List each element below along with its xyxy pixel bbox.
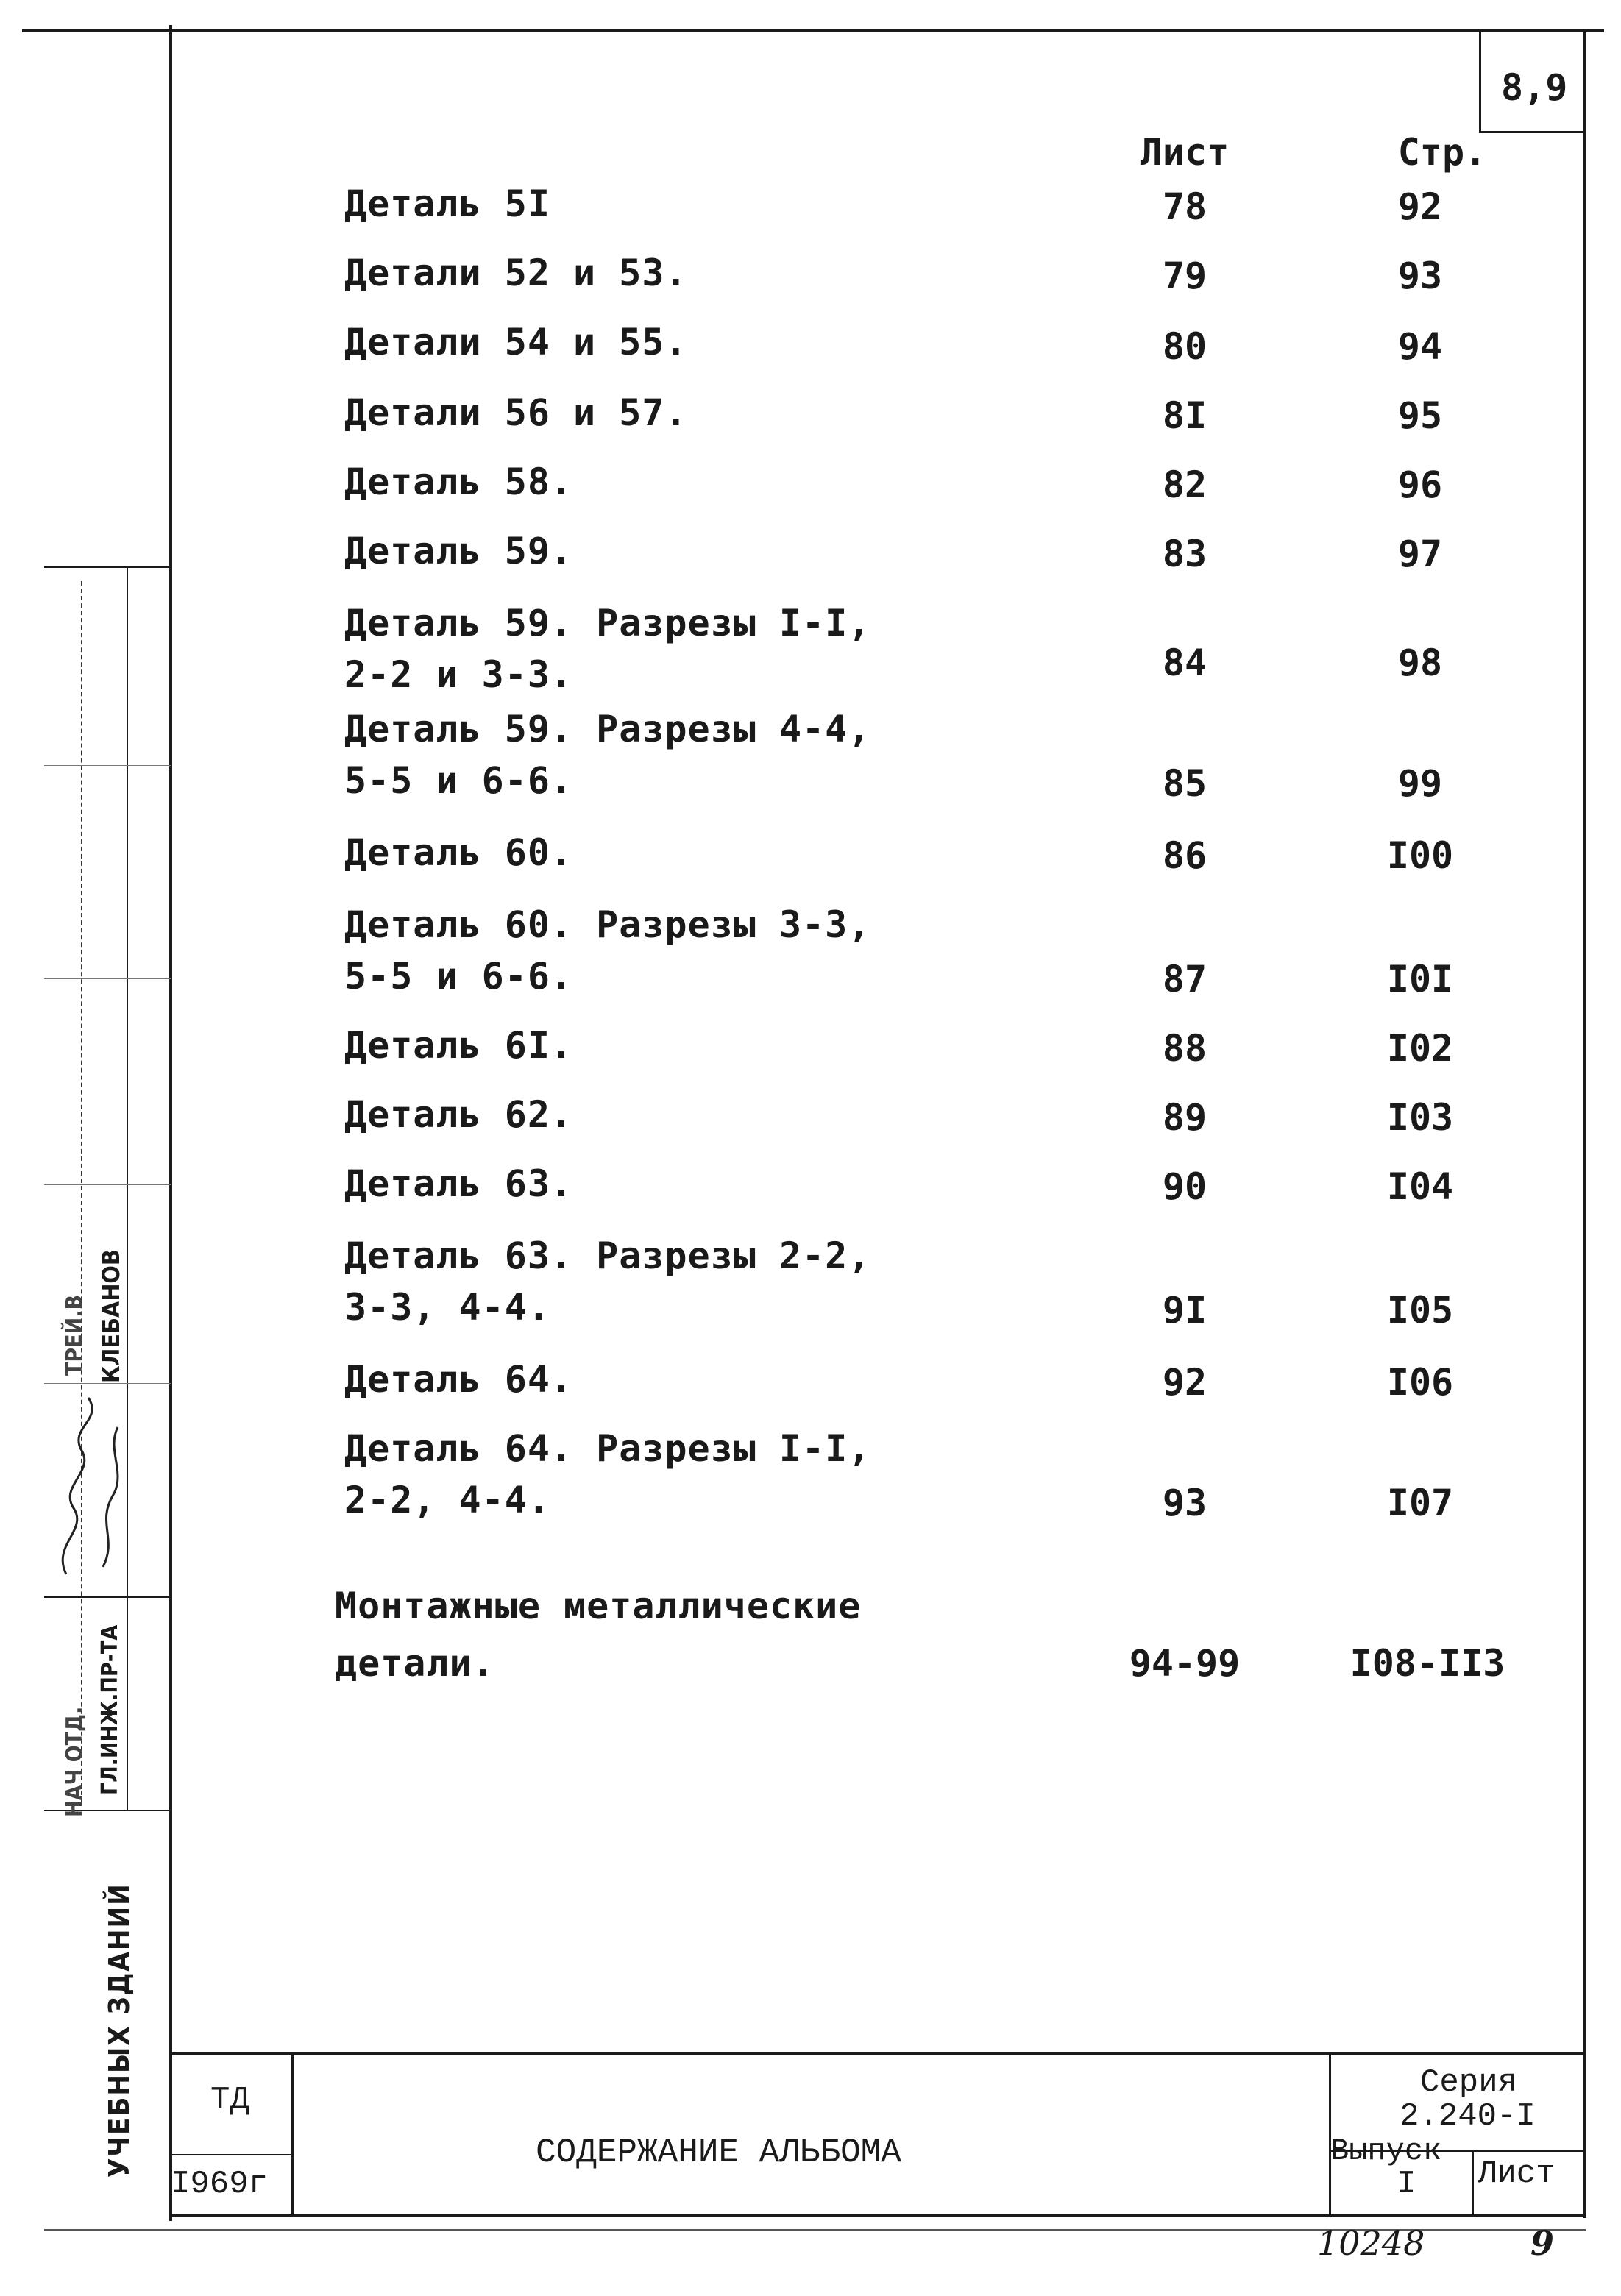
entry-sheet: 86: [1162, 834, 1207, 877]
entry-title: Детали 54 и 55.: [344, 321, 688, 363]
stamp-name-2: КЛЕБАНОВ: [97, 1249, 125, 1383]
stamp-role-chief-engineer: ГЛ.ИНЖ.ПР-ТА: [97, 1624, 123, 1795]
entry-title-continued: 3-3, 4-4.: [344, 1286, 550, 1329]
entry-page: 98: [1397, 641, 1443, 684]
stamp-role-head: НАЧ ОТД.: [62, 1706, 88, 1817]
entry-title: Деталь 60. Разрезы 3-3,: [344, 903, 871, 946]
year: I969г: [171, 2166, 269, 2203]
entry-page: 93: [1397, 255, 1443, 297]
column-header-sheet: Лист: [1140, 131, 1230, 174]
entry-page: 95: [1397, 394, 1443, 437]
entry-page: I0I: [1386, 958, 1454, 1000]
entry-sheet: 94-99: [1129, 1642, 1241, 1685]
entry-sheet: 79: [1162, 255, 1207, 297]
entry-page: 96: [1397, 463, 1443, 506]
org-code: ТД: [210, 2082, 249, 2119]
entry-page: 92: [1397, 185, 1443, 228]
entry-title: Деталь 59. Разрезы I-I,: [344, 602, 871, 644]
entry-title: Деталь 59.: [344, 530, 574, 572]
year-row-rule: [169, 2154, 293, 2155]
album-title: СОДЕРЖАНИЕ АЛЬБОМА: [536, 2133, 901, 2172]
entry-title: Деталь 63.: [344, 1162, 574, 1205]
entry-title-continued: 5-5 и 6-6.: [344, 955, 574, 998]
entry-title: Деталь 64. Разрезы I-I,: [344, 1427, 871, 1470]
stamp-rule: [44, 1596, 171, 1598]
series-label: Серия: [1420, 2064, 1518, 2101]
institute-name: УЧЕБНЫХ ЗДАНИЙ: [103, 1883, 135, 2178]
entry-page: I08-II3: [1349, 1642, 1505, 1685]
entry-sheet: 78: [1162, 185, 1207, 228]
series-value: 2.240-I: [1400, 2098, 1536, 2135]
stamp-rule: [44, 566, 171, 568]
entry-title: Деталь 58.: [344, 461, 574, 503]
entry-title: Деталь 6I.: [344, 1024, 574, 1067]
entry-sheet: 85: [1162, 762, 1207, 805]
entry-sheet: 88: [1162, 1027, 1207, 1070]
sheet-label: Лист: [1478, 2155, 1556, 2192]
sheet-number: 9: [1530, 2223, 1555, 2263]
issue-sheet-divider: [1472, 2150, 1474, 2216]
entry-sheet: 89: [1162, 1096, 1207, 1139]
frame-bottom: [169, 2214, 1586, 2217]
stamp-row: [44, 978, 171, 979]
frame-right: [1583, 29, 1586, 2218]
entry-title: Деталь 5I: [344, 182, 550, 225]
entry-page: I03: [1386, 1096, 1454, 1139]
entry-title-continued: 2-2 и 3-3.: [344, 653, 574, 696]
entry-page: 97: [1397, 533, 1443, 575]
entry-title: Деталь 60.: [344, 831, 574, 874]
entry-page: I06: [1386, 1361, 1454, 1404]
entry-sheet: 84: [1162, 641, 1207, 684]
stamp-row: [44, 1184, 171, 1185]
inventory-number: 10248: [1317, 2223, 1425, 2263]
entry-sheet: 90: [1162, 1165, 1207, 1208]
entry-page: I07: [1386, 1482, 1454, 1524]
stamp-column-divider-dashed: [81, 581, 82, 1802]
entry-title: Деталь 59. Разрезы 4-4,: [344, 708, 871, 750]
signature: [44, 1383, 129, 1582]
frame-top: [22, 29, 1604, 32]
column-header-page: Стр.: [1397, 131, 1487, 174]
entry-page: I05: [1386, 1289, 1454, 1332]
entry-sheet: 93: [1162, 1482, 1207, 1524]
entry-sheet: 9I: [1162, 1289, 1207, 1332]
entry-page: 99: [1397, 762, 1443, 805]
entry-title-continued: 5-5 и 6-6.: [344, 759, 574, 802]
issue-label: Выпуск: [1330, 2133, 1442, 2169]
entry-sheet: 87: [1162, 958, 1207, 1000]
frame-left: [169, 25, 172, 2221]
entry-title: Монтажные металлические: [335, 1585, 862, 1627]
entry-sheet: 92: [1162, 1361, 1207, 1404]
title-block-top: [169, 2052, 1586, 2055]
stamp-row: [44, 765, 171, 766]
stamp-name-1: ТРЕЙ.В: [62, 1294, 88, 1376]
entry-title: Деталь 64.: [344, 1358, 574, 1401]
entry-title-continued: детали.: [335, 1642, 495, 1685]
entry-sheet: 80: [1162, 325, 1207, 368]
entry-title-continued: 2-2, 4-4.: [344, 1479, 550, 1521]
entry-title: Деталь 62.: [344, 1093, 574, 1136]
entry-page: I02: [1386, 1027, 1454, 1070]
issue-value: I: [1397, 2166, 1416, 2203]
title-block-divider-left: [291, 2052, 294, 2217]
entry-title: Деталь 63. Разрезы 2-2,: [344, 1234, 871, 1277]
entry-page: 94: [1397, 325, 1443, 368]
entry-sheet: 82: [1162, 463, 1207, 506]
entry-sheet: 8I: [1162, 394, 1207, 437]
entry-title: Детали 52 и 53.: [344, 252, 688, 294]
entry-title: Детали 56 и 57.: [344, 391, 688, 434]
stamp-column-divider: [127, 566, 128, 1810]
page-box-left: [1479, 29, 1481, 132]
page-number-box: 8,9: [1501, 66, 1568, 109]
entry-sheet: 83: [1162, 533, 1207, 575]
entry-page: I00: [1386, 834, 1454, 877]
entry-page: I04: [1386, 1165, 1454, 1208]
